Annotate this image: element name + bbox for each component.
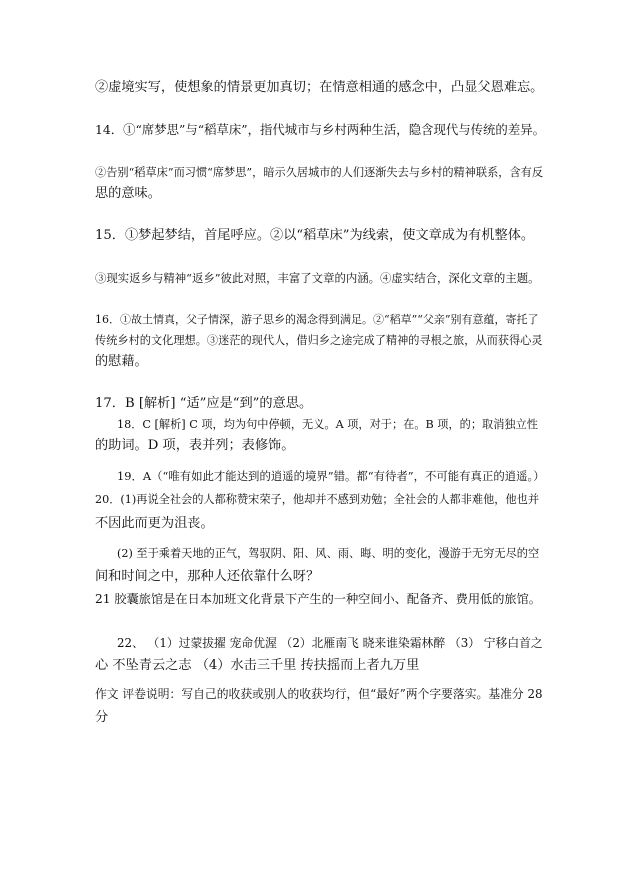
text-line-5: 15．①梦起梦结，首尾呼应。②以“稻草床”为线索，使文章成为有机整体。 [95,228,535,243]
text-line-20: 心 不坠青云之志 （4）水击三千里 抟扶摇而上者九万里 [95,658,420,673]
text-line-7: 16．①故土情真，父子情深，游子思乡的渴念得到满足。②“稻草”“父亲”别有意蕴，寄托了 [95,313,539,326]
text-line-13: 19．A（“唯有如此才能达到的逍遥的境界”错。都“有待者”，不可能有真正的逍遥。） [117,469,545,483]
text-line-16: (2) 至于乘着天地的正气，驾驭阴、阳、风、雨、晦、明的变化，漫游于无穷无尽的空 [117,547,540,560]
text-line-9: 的慰藉。 [95,354,148,369]
text-line-11: 18．C [解析] C 项，均为句中停顿，无义。A 项，对于；在。B 项，的；取消独立性 [117,418,538,431]
text-line-12: 的助词。D 项，表并列；表修饰。 [95,438,295,453]
text-line-8: 传统乡村的文化理想。③迷茫的现代人，借归乡之途完成了精神的寻根之旅，从而获得心灵 [95,334,543,347]
text-line-2: 14．①“席梦思”与“稻草床”，指代城市与乡村两种生活，隐含现代与传统的差异。 [95,122,545,137]
text-line-19: 22、 （1）过蒙拔擢 宠命优渥 （2）北雁南飞 晓来谁染霜林醉 （3） 宁移白首之 [117,636,543,650]
text-line-22: 分 [95,710,109,725]
text-line-4: 思的意味。 [95,186,161,201]
text-line-3: ②告别“稻草床”而习惯“席梦思”，暗示久居城市的人们逐渐失去与乡村的精神联系，含有反 [95,166,544,179]
text-line-10: 17．B [解析] “适”应是“到”的意思。 [95,396,313,411]
text-line-21: 作文 评卷说明：写自己的收获或别人的收获均行，但“最好”两个字要落实。基准分 28 [95,687,543,701]
text-line-14: 20．(1)再说全社会的人都称赞宋荣子，他却并不感到劝勉；全社会的人都非难他，他也并 [95,493,540,506]
text-line-1: ②虚境实写，使想象的情景更加真切；在情意相通的感念中，凸显父恩难忘。 [95,80,544,95]
text-line-15: 不因此而更为沮丧。 [95,516,214,531]
text-line-18: 21 胶囊旅馆是在日本加班文化背景下产生的一种空间小、配备齐、费用低的旅馆。 [95,592,541,606]
text-line-17: 间和时间之中，那种人还依靠什么呀？ [95,569,320,584]
text-line-6: ③现实返乡与精神“返乡”彼此对照，丰富了文章的内涵。④虚实结合，深化文章的主题。 [95,271,540,285]
